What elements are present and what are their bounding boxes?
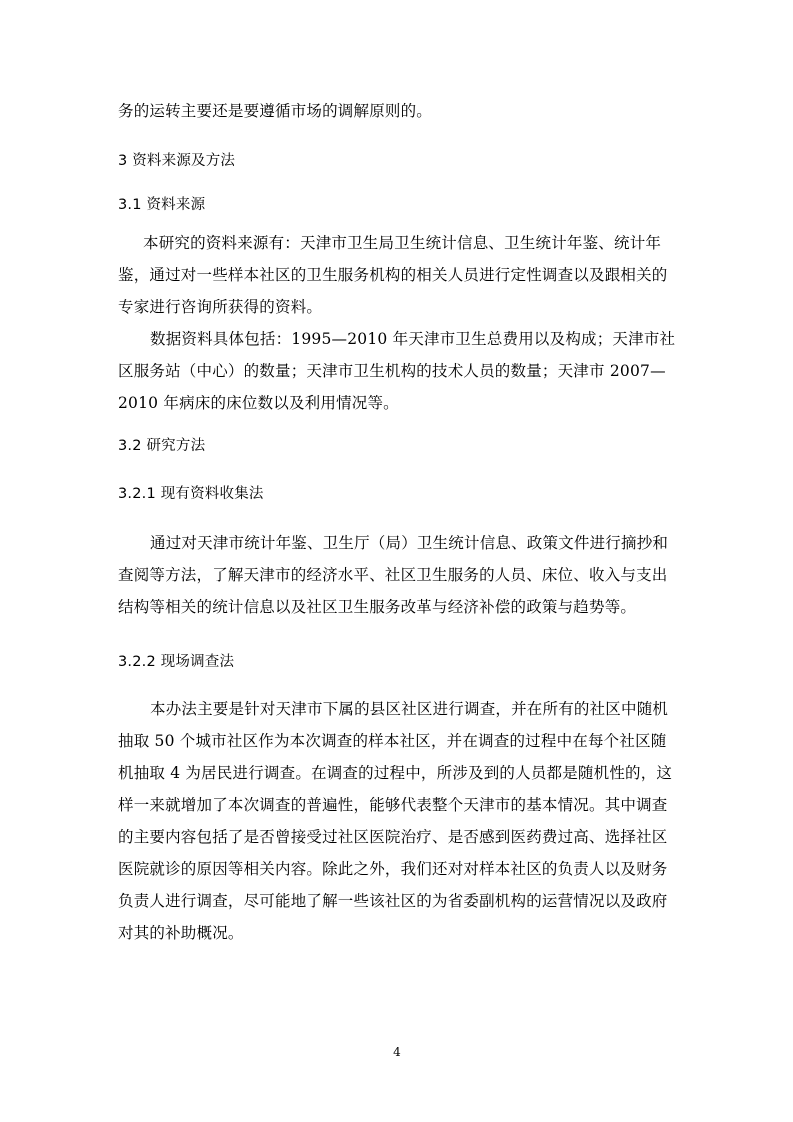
paragraph-line: 2010 年病床的床位数以及利用情况等。 [118,394,399,412]
paragraph-line: 数据资料具体包括：1995—2010 年天津市卫生总费用以及构成；天津市社 [150,330,676,348]
subsection-heading-3-1: 3.1 资料来源 [118,197,206,213]
section-heading-3: 3 资料来源及方法 [118,153,236,169]
paragraph-line: 样一来就增加了本次调查的普遍性，能够代表整个天津市的基本情况。其中调查 [118,796,668,814]
paragraph-line: 对其的补助概况。 [118,924,244,942]
paragraph-line: 务的运转主要还是要遵循市场的调解原则的。 [118,102,433,120]
paragraph-line: 本办法主要是针对天津市下属的县区社区进行调查，并在所有的社区中随机 [150,700,669,718]
paragraph-line: 的主要内容包括了是否曾接受过社区医院治疗、是否感到医药费过高、选择社区 [118,828,668,846]
paragraph-line: 专家进行咨询所获得的资料。 [118,298,323,316]
paragraph-line: 机抽取 4 为居民进行调查。在调查的过程中，所涉及到的人员都是随机性的，这 [118,764,673,782]
subsection-heading-3-2-2: 3.2.2 现场调查法 [118,654,235,670]
subsection-heading-3-2-1: 3.2.1 现有资料收集法 [118,486,264,502]
paragraph-line: 医院就诊的原因等相关内容。除此之外，我们还对对样本社区的负责人以及财务 [118,860,668,878]
paragraph-line: 抽取 50 个城市社区作为本次调查的样本社区，并在调查的过程中在每个社区随 [118,732,667,750]
paragraph-line: 查阅等方法，了解天津市的经济水平、社区卫生服务的人员、床位、收入与支出 [118,566,668,584]
paragraph-line: 区服务站（中心）的数量；天津市卫生机构的技术人员的数量；天津市 2007— [118,362,666,380]
paragraph-line: 通过对天津市统计年鉴、卫生厅（局）卫生统计信息、政策文件进行摘抄和 [150,534,669,552]
paragraph-line: 负责人进行调查，尽可能地了解一些该社区的为省委副机构的运营情况以及政府 [118,892,668,910]
paragraph-line: 结构等相关的统计信息以及社区卫生服务改革与经济补偿的政策与趋势等。 [118,598,637,616]
paragraph-line: 本研究的资料来源有：天津市卫生局卫生统计信息、卫生统计年鉴、统计年 [143,234,662,252]
paragraph-line: 鉴，通过对一些样本社区的卫生服务机构的相关人员进行定性调查以及跟相关的 [118,266,668,284]
page-number: 4 [393,1045,401,1059]
subsection-heading-3-2: 3.2 研究方法 [118,438,206,454]
